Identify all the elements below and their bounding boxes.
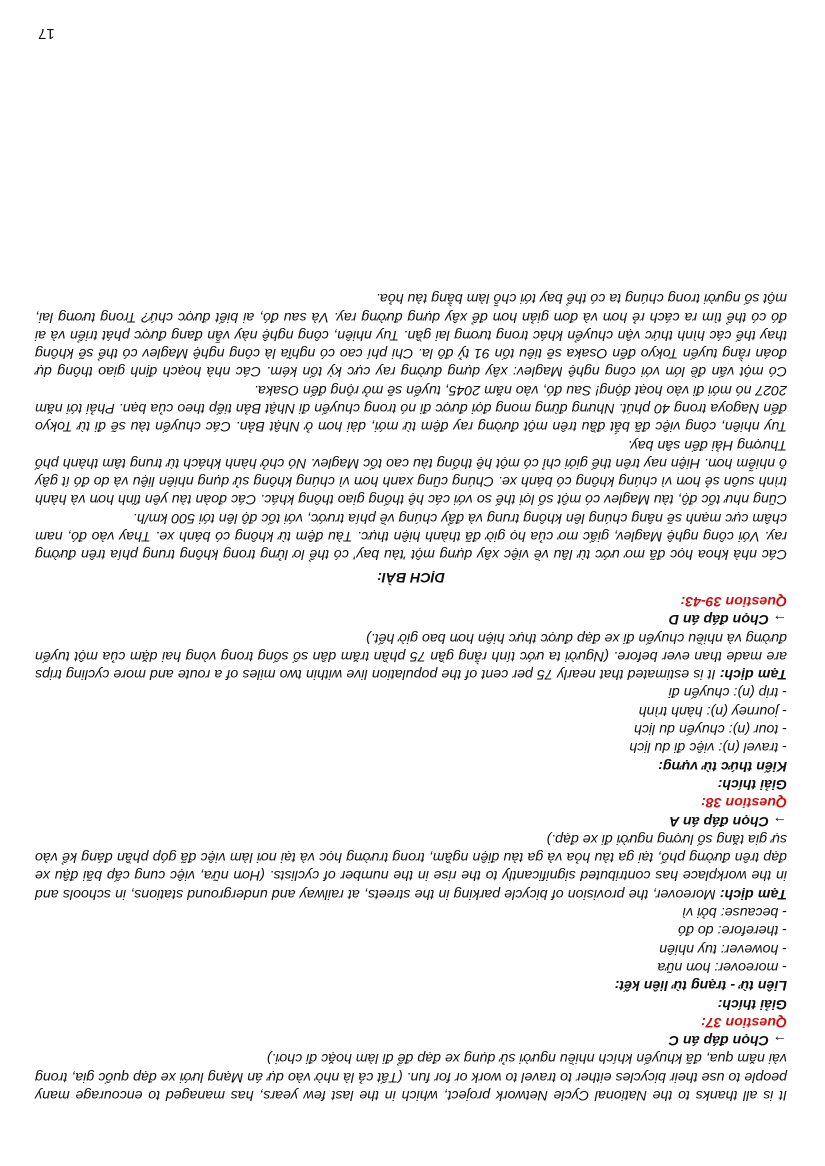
knowledge-label-38: Kiến thức từ vựng:	[658, 757, 787, 774]
translation-paragraph-2: Cũng như tốc độ, tàu Maglev có một số lợi thế so với các hệ thống giao thông khác. Các đoàn tàu yên tĩnh hơn và hành trình suôn sẻ hơn vì chúng không có bánh xe. Chúng cũng xanh hơn vì chúng không sử dụng nhiên liệu và do đó ít gây ô nhiễm hơn. Hiện nay trên thế giới chỉ có một hệ thống tàu cao tốc Maglev. Nó chở hành khách từ trung tâm thành phố Thượng Hải đến sân bay.	[35, 436, 787, 508]
translation-paragraph-3: Tuy nhiên, công việc đã bắt đầu trên một đường ray đệm từ mới, dài hơn ở Nhật Bản. Các chuyến tàu sẽ đi từ Tokyo đến Nagoya trong 40 phút. Nhưng đừng mong đợi được đi nó trong chuyến đi Nhật Bản tiếp theo của bạn. Phải tới năm 2027 nó mới đi vào hoạt động! Sau đó, vào năm 2045, tuyến sẽ mở rộng đến Osaka.	[35, 381, 787, 435]
knowledge-label-37: Liên từ - trạng từ liên kết:	[614, 977, 787, 994]
translation-paragraph-1: Các nhà khoa học đã mơ ước từ lâu về việc xây dựng một 'tàu bay' có thể lơ lửng trong không trung phía trên đường ray. Với công nghệ Maglev, giấc mơ của họ giờ đã thành hiện thực. Tàu đệm từ không có bánh xe. Thay vào đó, nam châm cực mạnh sẽ nâng chúng lên không trung và đẩy chúng về phía trước, với tốc độ lên tới 500 km/h.	[35, 509, 787, 563]
answer-37: → Chọn đáp án A	[669, 812, 787, 829]
answer-38: → Chọn đáp án D	[668, 611, 787, 628]
translation-label-38: Tạm dịch:	[719, 666, 787, 683]
explanation-label-38: Giải thích:	[717, 775, 787, 792]
question-38-heading: Question 38:	[701, 794, 787, 811]
translation-text-38: It is estimated that nearly 75 per cent of the population live within two miles of a route and more cycling trips are made than ever before. (Người ta ước tính rằng gần 75 phần trăm dân số sống trong vòng hai dặm của một tuyến đường và nhiều chuyến đi xe đạp được thực hiện hơn bao giờ hết.)	[35, 629, 787, 683]
vocab-item: - therefore: do đó	[678, 922, 787, 939]
vocab-item: - trip (n): chuyến đi	[668, 684, 787, 701]
translation-section-heading: DỊCH BÀI:	[377, 568, 445, 585]
translation-38	[35, 628, 787, 683]
translation-label-37: Tạm dịch:	[719, 885, 787, 902]
question-37-heading: Question 37:	[701, 1013, 787, 1030]
vocab-item: - because: bởi vì	[682, 904, 787, 921]
translation-paragraph-4: Có một vấn đề lớn với công nghệ Maglev: xây dựng đường ray cực kỳ tốn kém. Các nhà hoạch định giao thông dự đoán rằng tuyến Tokyo đến Osaka sẽ tiêu tốn 91 tỷ đô la. Chi phí cao có nghĩa là công nghệ Maglev có thể sẽ không thay thế các hình thức vận chuyển khác trong tương lai gần. Tuy nhiên, công nghệ này vẫn đang được phát triển và ai đó có thể tìm ra cách rẻ hơn và đơn giản hơn để xây dựng đường ray. Và sau đó, ai biết được chứ? Trong tương lai, một số người trong chúng ta có thể bay tới chỗ làm bằng tàu hỏa.	[35, 290, 787, 380]
vocab-item: - journey (n): hành trình	[638, 702, 787, 719]
paragraph-translation-36: It is all thanks to the National Cycle Network project, which in the last few years, has managed to encourage many people to use their bicycles either to travel to work or for fun. (Tất cả là nhờ vào dự án Mạng lưới xe đạp quốc gia, trong vài năm qua, đã khuyến khích nhiều người sử dụng xe đạp để đi làm hoặc đi chơi.)	[35, 1050, 787, 1103]
explanation-label-37: Giải thích:	[717, 995, 787, 1012]
page-content	[35, 289, 787, 1104]
vocab-item: - travel (n): việc đi du lịch	[629, 739, 787, 756]
page-number: 17	[38, 25, 55, 43]
vocab-item: - however: tuy nhiên	[659, 940, 787, 957]
translation-37	[35, 830, 787, 903]
vocab-item: - moreover: hơn nữa	[657, 958, 787, 975]
answer-36: → Chọn đáp án C	[668, 1032, 787, 1049]
question-39-43-heading: Question 39-43:	[680, 592, 787, 609]
translation-text-37: Moreover, the provision of bicycle parking in the streets, at railway and underground stations, in schools and in the workplace has contributed significantly to the rise in the number of cyclists. (Hơn nữa, việc cung cấp bãi đậu xe đạp trên đường phố, tại ga tàu hỏa và ga tàu điện ngầm, trong trường học và tại nơi làm việc đã góp phần đáng kể vào sự gia tăng số lượng người đi xe đạp.)	[35, 830, 787, 902]
vocab-item: - tour (n): chuyến du lịch	[634, 721, 787, 738]
